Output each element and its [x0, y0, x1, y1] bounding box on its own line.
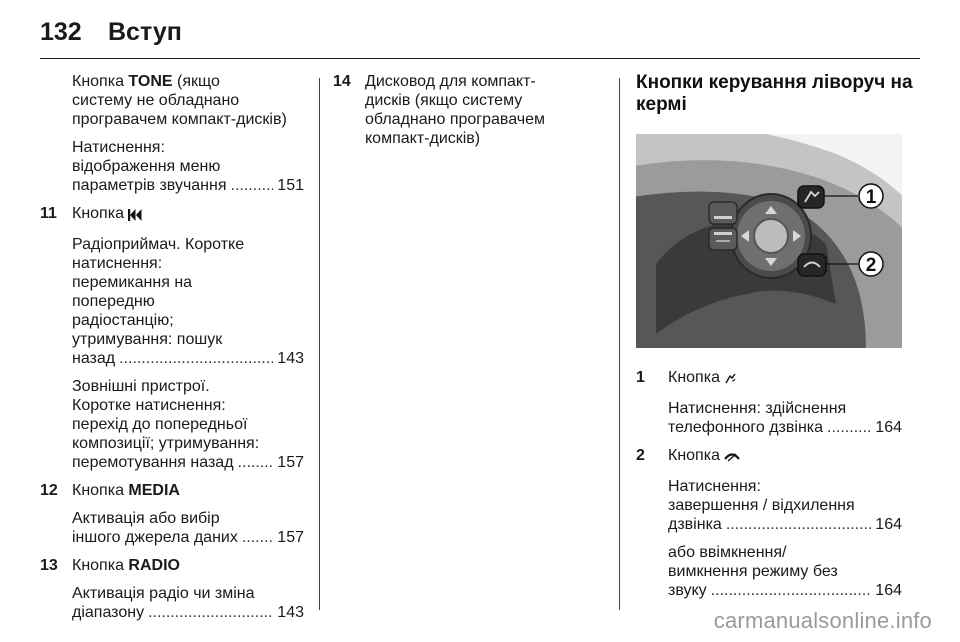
entry-label-suffix: (якщо [172, 73, 220, 90]
phone-hangup-icon [724, 449, 740, 468]
text-line: перехід до попередньої [72, 416, 248, 433]
text-line: Активація або вибір [72, 510, 220, 527]
entry-number: 14 [333, 73, 351, 90]
column-divider-left [319, 78, 320, 610]
text-line: або ввімкнення/ [668, 544, 787, 561]
page-reference[interactable]: назад ..... 143 [72, 349, 304, 368]
column-1 [40, 72, 304, 630]
text-line: Натиснення: [72, 139, 165, 156]
entry-12 [40, 481, 304, 547]
text-line: Натиснення: [668, 478, 761, 495]
entry-2 [636, 446, 902, 600]
text-line: систему не обладнано [72, 92, 240, 109]
page-ref-number[interactable]: 164 [875, 516, 902, 533]
entry-11 [40, 204, 304, 472]
entry-number: 12 [40, 482, 58, 499]
text-line: Радіоприймач. Коротке [72, 236, 245, 253]
phone-call-icon [724, 371, 737, 390]
entry-number: 11 [40, 205, 57, 222]
column-3 [636, 72, 913, 608]
page-reference[interactable]: звуку ..... 164 [668, 581, 902, 600]
section-heading: Кнопки керування ліворуч на кермі [636, 72, 913, 115]
button-name-radio: RADIO [128, 557, 180, 574]
text-line: перемикання на [72, 274, 193, 291]
page-reference[interactable]: параметрів звучання ..... 151 [72, 176, 304, 195]
text-line: дисків (якщо систему [365, 92, 523, 109]
entry-1 [636, 368, 902, 437]
entry-13 [40, 556, 304, 622]
page-ref-number[interactable]: 157 [277, 454, 304, 471]
page-reference[interactable]: телефонного дзвінка ..... 164 [668, 418, 902, 437]
entry-tone [40, 72, 304, 195]
entry-label: Кнопка [72, 205, 129, 222]
steering-wheel-photo [636, 134, 902, 348]
page-ref-number[interactable]: 143 [277, 604, 304, 621]
page-ref-number[interactable]: 151 [277, 177, 304, 194]
page-reference[interactable]: дзвінка ..... 164 [668, 515, 902, 534]
entry-label: Кнопка [72, 73, 129, 90]
header-rule [40, 58, 920, 59]
button-name-media: MEDIA [128, 482, 180, 499]
text-line: радіостанцію; [72, 312, 174, 329]
text-line: Активація радіо чи зміна [72, 585, 255, 602]
entry-label: Кнопка [668, 369, 725, 386]
text-line: попередню [72, 293, 155, 310]
watermark: carmanualsonline.info [713, 608, 932, 633]
page-reference[interactable]: діапазону ..... 143 [72, 603, 304, 622]
text-line: композиції; утримування: [72, 435, 260, 452]
text-line: Дисковод для компакт- [365, 73, 536, 90]
page-header [0, 0, 960, 60]
text-line: утримування: пошук [72, 331, 223, 348]
callout-2: 2 [865, 255, 877, 276]
prev-track-icon [128, 207, 142, 226]
page-ref-number[interactable]: 164 [875, 419, 902, 436]
entry-number: 2 [636, 447, 645, 464]
column-2 [333, 72, 597, 157]
entry-label: Кнопка [668, 447, 725, 464]
text-line: Натиснення: здійснення [668, 400, 847, 417]
text-line: відображення меню [72, 158, 221, 175]
entry-label: Кнопка [72, 482, 129, 499]
text-line: компакт-дисків) [365, 130, 481, 147]
page-reference[interactable]: перемотування назад ..... 157 [72, 453, 304, 472]
text-line: Коротке натиснення: [72, 397, 226, 414]
page-ref-number[interactable]: 157 [277, 529, 304, 546]
button-name-tone: TONE [128, 73, 173, 90]
text-line: програвачем компакт-дисків) [72, 111, 287, 128]
entry-number: 1 [636, 369, 645, 386]
entry-number: 13 [40, 557, 58, 574]
text-line: завершення / відхилення [668, 497, 855, 514]
page-title: Вступ [108, 18, 182, 46]
page-reference[interactable]: іншого джерела даних ..... 157 [72, 528, 304, 547]
text-line: натиснення: [72, 255, 163, 272]
page-number: 132 [40, 18, 82, 46]
text-line: вимкнення режиму без [668, 563, 838, 580]
entry-label: Кнопка [72, 557, 129, 574]
text-line: Зовнішні пристрої. [72, 378, 210, 395]
entry-14 [333, 72, 597, 148]
text-line: обладнано програвачем [365, 111, 546, 128]
callout-1: 1 [865, 187, 877, 208]
page-ref-number[interactable]: 143 [277, 350, 304, 367]
column-divider-right [619, 78, 620, 610]
page-ref-number[interactable]: 164 [875, 582, 902, 599]
